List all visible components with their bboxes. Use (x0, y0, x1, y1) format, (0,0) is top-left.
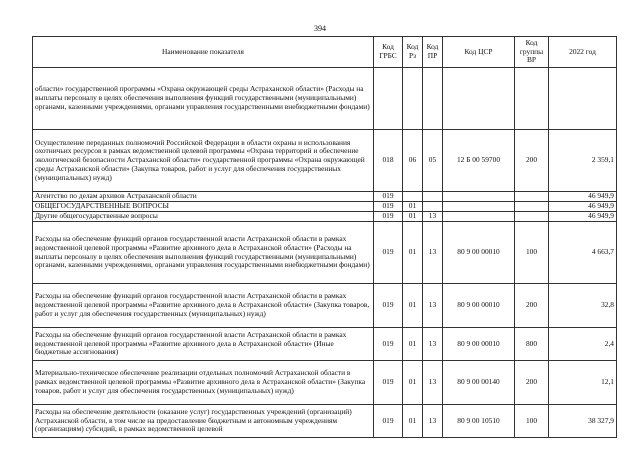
row-pr (423, 68, 443, 130)
row-sum: 4 663,7 (549, 222, 617, 284)
row-name: Материально-техническое обеспечение реализации отдельных полномочий Астраханской области в рамках ведомственной целевой программы «Развитие архивного дела в Астраханской области» (Закупка товаров, работ и услуг для обеспечения государственных (муниципальных) нужд) (33, 361, 374, 405)
row-name: Расходы на обеспечение функций органов государственной власти Астраханской области в рамках ведомственной целевой программы «Развитие архивного дела в Астраханской области» (Иные бюджетные ассигнования) (33, 328, 374, 361)
row-grbs: 019 (374, 212, 403, 222)
table-row (33, 361, 617, 405)
row-name: области» государственной программы «Охрана окружающей среды Астраханской области» (Расходы на выплаты персоналу в целях обеспечения выполнения функций государственными (муниципальными) органами, казенными учреждениями, органами управления государственными внебюджетными фондами) (33, 68, 374, 130)
header-grbs: Код ГРБС (374, 37, 403, 68)
row-name: Расходы на обеспечение функций органов государственной власти Астраханской области в рамках ведомственной целевой программы «Развитие архивного дела в Астраханской области» (Закупка товаров, работ и услуг для обеспечения государственных (муниципальных) нужд) (33, 284, 374, 328)
row-csr: 80 9 00 00010 (443, 222, 515, 284)
row-rz: 01 (403, 361, 423, 405)
header-csr: Код ЦСР (443, 37, 515, 68)
row-vr (515, 68, 549, 130)
row-vr: 800 (515, 328, 549, 361)
header-year: 2022 год (549, 37, 617, 68)
row-sum: 32,8 (549, 284, 617, 328)
row-csr: 80 9 00 00010 (443, 284, 515, 328)
row-csr: 80 9 00 10510 (443, 405, 515, 438)
row-csr: 80 9 00 00010 (443, 328, 515, 361)
row-rz: 01 (403, 222, 423, 284)
header-rz: Код Рз (403, 37, 423, 68)
row-grbs: 019 (374, 202, 403, 212)
page-number: 394 (314, 24, 326, 33)
row-rz (403, 192, 423, 202)
row-vr (515, 202, 549, 212)
row-grbs: 019 (374, 328, 403, 361)
row-csr (443, 202, 515, 212)
row-vr (515, 192, 549, 202)
row-name: Агентство по делам архивов Астраханской области (33, 192, 374, 202)
row-rz: 01 (403, 328, 423, 361)
row-vr: 200 (515, 130, 549, 192)
row-sum: 46 949,9 (549, 212, 617, 222)
row-sum: 12,1 (549, 361, 617, 405)
row-vr: 200 (515, 361, 549, 405)
row-csr (443, 192, 515, 202)
row-name: ОБЩЕГОСУДАРСТВЕННЫЕ ВОПРОСЫ (33, 202, 374, 212)
row-rz: 01 (403, 284, 423, 328)
row-grbs (374, 68, 403, 130)
row-grbs: 019 (374, 192, 403, 202)
row-vr: 100 (515, 222, 549, 284)
row-grbs: 018 (374, 130, 403, 192)
row-pr: 13 (423, 405, 443, 438)
row-pr: 13 (423, 212, 443, 222)
row-sum: 38 327,9 (549, 405, 617, 438)
row-name: Расходы на обеспечение деятельности (оказание услуг) государственных учреждений (организаций) Астраханской области, в том числе на предоставление бюджетным и автономным учреждениям (организациям) субсидий, в рамках ведомственной целевой (33, 405, 374, 438)
row-name: Другие общегосударственные вопросы (33, 212, 374, 222)
row-rz: 06 (403, 130, 423, 192)
row-vr (515, 212, 549, 222)
table-row (33, 130, 617, 192)
row-grbs: 019 (374, 222, 403, 284)
table-row (33, 284, 617, 328)
row-csr (443, 212, 515, 222)
table-row (33, 328, 617, 361)
row-sum: 46 949,9 (549, 192, 617, 202)
row-sum (549, 68, 617, 130)
table-row (33, 212, 617, 222)
row-csr: 12 Б 00 59700 (443, 130, 515, 192)
row-grbs: 019 (374, 361, 403, 405)
row-pr (423, 192, 443, 202)
row-sum: 46 949,9 (549, 202, 617, 212)
row-pr (423, 202, 443, 212)
table-header-row (33, 37, 617, 68)
row-csr: 80 9 00 00140 (443, 361, 515, 405)
row-rz: 01 (403, 202, 423, 212)
row-pr: 13 (423, 361, 443, 405)
row-pr: 13 (423, 222, 443, 284)
row-csr (443, 68, 515, 130)
row-pr: 05 (423, 130, 443, 192)
row-name: Расходы на обеспечение функций органов государственной власти Астраханской области в рамках ведомственной целевой программы «Развитие архивного дела в Астраханской области» (Расходы на выплаты персоналу в целях обеспечения выполнения функций государственными (муниципальными) органами, казенными учреждениями, органами управления государственными внебюджетными фондами) (33, 222, 374, 284)
table-row (33, 68, 617, 130)
table-row (33, 202, 617, 212)
table-row (33, 405, 617, 438)
row-grbs: 019 (374, 405, 403, 438)
row-sum: 2,4 (549, 328, 617, 361)
row-sum: 2 359,1 (549, 130, 617, 192)
budget-table (32, 36, 617, 438)
row-rz (403, 68, 423, 130)
row-vr: 200 (515, 284, 549, 328)
header-pr: Код ПР (423, 37, 443, 68)
row-rz: 01 (403, 212, 423, 222)
row-grbs: 019 (374, 284, 403, 328)
row-pr: 13 (423, 284, 443, 328)
row-rz: 01 (403, 405, 423, 438)
table-row (33, 192, 617, 202)
row-name: Осуществление переданных полномочий Российской Федерации в области охраны и использования охотничьих ресурсов в рамках ведомственной целевой программы «Охрана территорий и обеспечение экологической безопасности Астраханской области» государственной программы «Охрана окружающей среды Астраханской области» (Закупка товаров, работ и услуг для обеспечения государственных (муниципальных) нужд) (33, 130, 374, 192)
header-vr: Код группы ВР (515, 37, 549, 68)
row-pr: 13 (423, 328, 443, 361)
table-row (33, 222, 617, 284)
row-vr: 100 (515, 405, 549, 438)
header-name: Наименование показателя (33, 37, 374, 68)
